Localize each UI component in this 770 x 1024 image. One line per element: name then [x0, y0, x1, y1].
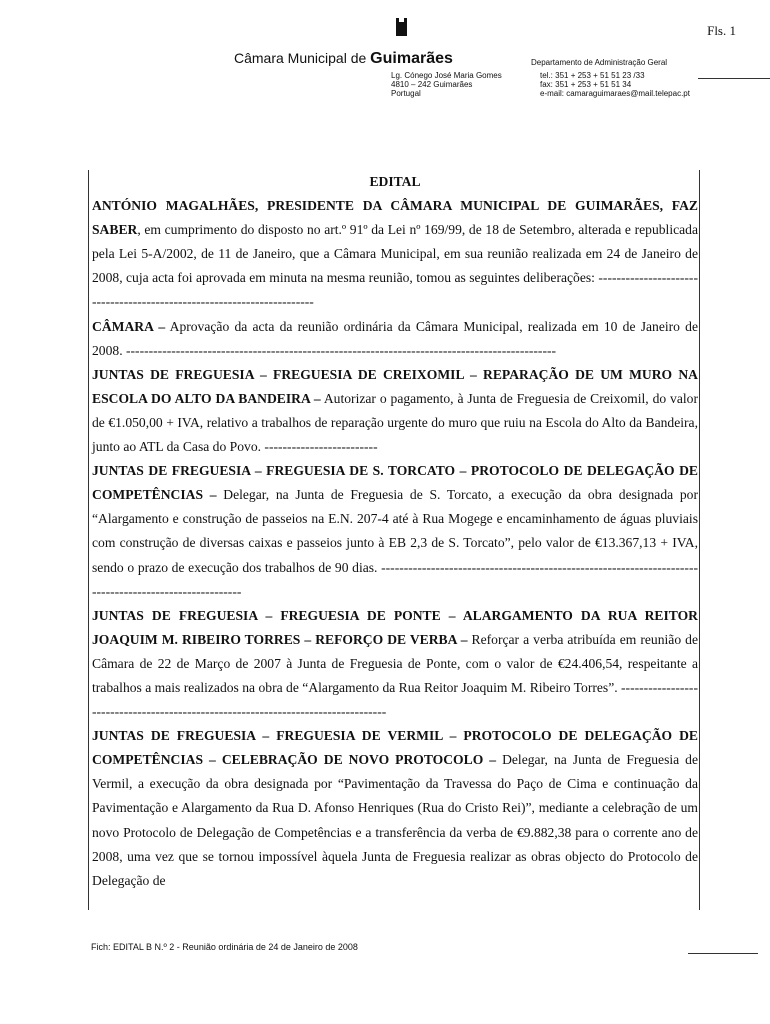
margin-rule-right: [699, 170, 700, 910]
municipal-logo-icon: [396, 22, 407, 36]
edital-body: [92, 170, 698, 893]
deliberation-heading: JUNTAS DE FREGUESIA – FREGUESIA DE CREIXOMIL – REPARAÇÃO DE UM MURO NA ESCOLA DO ALTO DA BANDEIRA –: [92, 366, 698, 406]
intro-heading: ANTÓNIO MAGALHÃES, PRESIDENTE DA CÂMARA MUNICIPAL DE GUIMARÃES, FAZ SABER: [92, 198, 698, 238]
email-line: e-mail: camaraguimaraes@mail.telepac.pt: [540, 89, 690, 98]
brand-prefix: Câmara Municipal de: [234, 50, 371, 66]
postal-address: [391, 71, 502, 98]
intro-text: , em cumprimento do disposto no art.º 91º da Lei nº 169/99, de 18 de Setembro, alterada e republicada pela Lei 5-A/2002, de 11 de Janeiro, que a Câmara Municipal, em sua reunião realizada em 24 de Janeiro de 2008, cuja acta foi aprovada em minuta na mesma reunião, tomou as seguintes deliberações: -----------------------------------------------------------------------: [92, 222, 698, 310]
address-line: Lg. Cónego José Maria Gomes: [391, 71, 502, 80]
document-title: EDITAL: [369, 174, 421, 189]
deliberation-text: Aprovação da acta da reunião ordinária da Câmara Municipal, realizada em 10 de Janeiro de 2008. -----------------------------------------------------------------------------------------------: [92, 318, 698, 358]
deliberation-s-torcato: [92, 459, 698, 604]
deliberation-heading: JUNTAS DE FREGUESIA – FREGUESIA DE S. TORCATO – PROTOCOLO DE DELEGAÇÃO DE COMPETÊNCIAS –: [92, 463, 698, 503]
deliberation-heading: JUNTAS DE FREGUESIA – FREGUESIA DE VERMIL – PROTOCOLO DE DELEGAÇÃO DE COMPETÊNCIAS – CELEBRAÇÃO DE NOVO PROTOCOLO –: [92, 728, 698, 768]
municipality-name: [234, 50, 453, 68]
fax-line: fax: 351 + 253 + 51 51 34: [540, 80, 632, 89]
address-line: 4810 – 242 Guimarães: [391, 80, 473, 89]
intro-paragraph: [92, 194, 698, 314]
file-reference: Fich: EDITAL B N.º 2 - Reunião ordinária de 24 de Janeiro de 2008: [91, 942, 358, 952]
deliberation-text: Reforçar a verba atribuída em reunião de Câmara de 22 de Março de 2007 à Junta de Freguesia de Ponte, com o valor de €24.406,54, respeitante a trabalhos a mais realizados na obra de “Alargamento da Rua Reitor Joaquim M. Ribeiro Torres”. ----------------------------------------------------------------------------------: [92, 631, 698, 720]
deliberation-vermil: [92, 724, 698, 893]
deliberation-heading: JUNTAS DE FREGUESIA – FREGUESIA DE PONTE – ALARGAMENTO DA RUA REITOR JOAQUIM M. RIBEIRO TORRES – REFORÇO DE VERBA –: [92, 607, 698, 647]
department-name: Departamento de Administração Geral: [531, 58, 668, 67]
header-rule: [698, 78, 770, 79]
brand-city: Guimarães: [370, 50, 453, 67]
deliberation-text: Delegar, na Junta de Freguesia de S. Torcato, a execução da obra designada por “Alargamento e construção de passeios na E.N. 207-4 até à Rua Mogege e encaminhamento de águas pluviais com construção de diversas caixas e passeios junto à EB 2,3 de S. Torcato”, pelo valor de €13.367,13 + IVA, sendo o prazo de execução dos trabalhos de 90 dias. -------------------------------------------------------------------------------------------------------: [92, 487, 698, 599]
phone-line: tel.: 351 + 253 + 51 51 23 /33: [540, 71, 645, 80]
deliberation-camara: [92, 315, 698, 363]
deliberation-creixomil: [92, 363, 698, 459]
deliberation-text: Delegar, na Junta de Freguesia de Vermil, a execução da obra designada por “Pavimentação da Travessa do Paço de Cima e continuação da Pavimentação e Alargamento da Rua D. Afonso Henriques (Rua do Cristo Rei)”, mediante a celebração de um novo Protocolo de Delegação de Competências e a transferência da verba de €9.882,38 para o corrente ano de 2008, uma vez que se tornou impossível àquela Junta de Freguesia realizar as obras objecto do Protocolo de Delegação de: [92, 752, 698, 888]
margin-rule-left: [88, 170, 89, 910]
deliberation-text: Autorizar o pagamento, à Junta de Freguesia de Creixomil, do valor de €1.050,00 + IVA, relativo a trabalhos de reparação urgente do muro que ruiu na Escola do Alto da Bandeira, junto ao ATL da Casa do Povo. -------------------------: [92, 390, 698, 455]
deliberation-heading: CÂMARA –: [92, 318, 166, 334]
folio-number: Fls. 1: [707, 23, 736, 38]
address-line: Portugal: [391, 89, 421, 98]
deliberation-ponte: [92, 604, 698, 724]
contact-info: [540, 71, 690, 98]
signature-rule: [688, 953, 758, 954]
